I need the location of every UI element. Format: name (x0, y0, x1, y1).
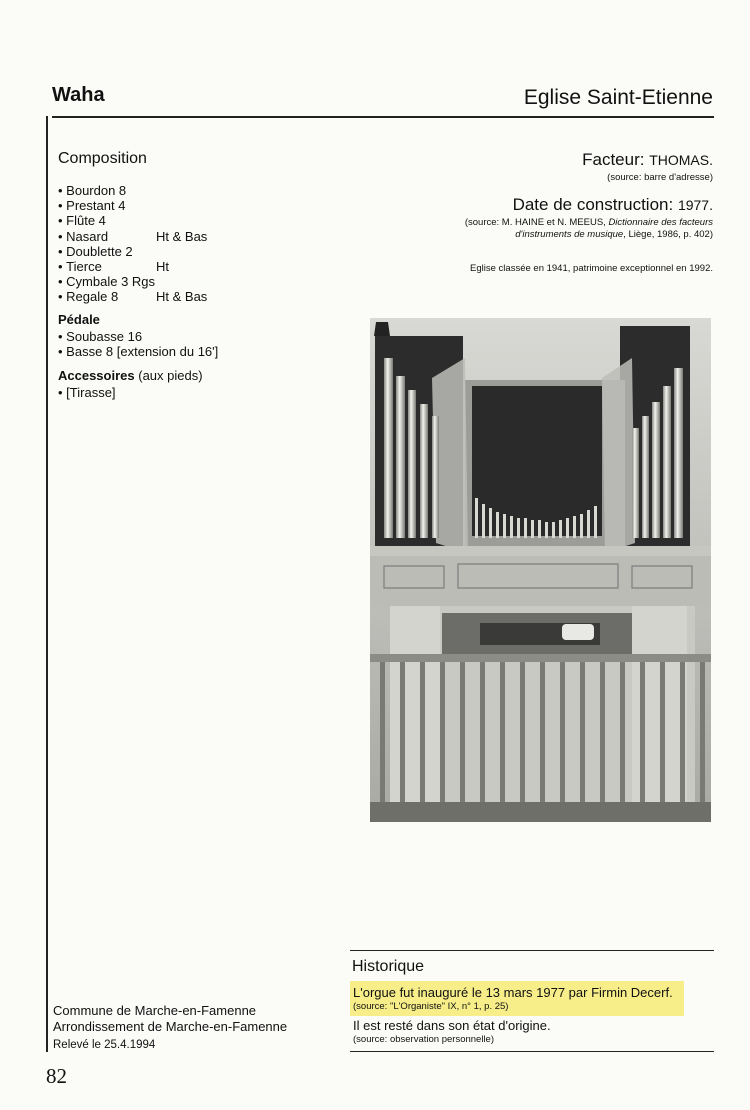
stop-name: [Tirasse] (66, 385, 116, 400)
place-name: Waha (52, 84, 105, 106)
builder-line (582, 150, 713, 170)
date-source (465, 217, 713, 241)
organ-photo (370, 318, 711, 822)
accessories-note: (aux pieds) (138, 368, 203, 383)
stop-name: Cymbale 3 Rgs (66, 274, 156, 290)
survey-date: Relevé le 25.4.1994 (53, 1039, 156, 1051)
stop-division: Ht (156, 258, 169, 274)
stop-item: • Regale 8 Ht & Bas (58, 289, 208, 305)
stop-name: Nasard (66, 228, 109, 244)
stop-name: Tierce (66, 258, 102, 274)
stop-division: Ht & Bas (156, 228, 208, 244)
historique-line-1-source: (source: "L'Organiste" IX, n° 1, p. 25) (353, 1001, 509, 1012)
stop-name: Regale 8 (66, 289, 119, 305)
accessories-title-text: Accessoires (58, 368, 135, 383)
date-source-pre: (source: M. HAINE et N. MEEUS, (464, 217, 609, 228)
historique-bottom-rule (350, 1051, 714, 1052)
page-number: 82 (46, 1064, 67, 1088)
historique-title: Historique (352, 958, 425, 975)
stop-item: • Tierce Ht (58, 258, 169, 274)
stop-name: Flûte 4 (66, 213, 106, 229)
header-rule (52, 116, 714, 118)
stop-name: Doublette 2 (66, 243, 133, 259)
stop-item: • Cymbale 3 Rgs (58, 274, 156, 290)
stop-item: • Bourdon 8 (58, 183, 127, 198)
builder-value: THOMAS. (649, 152, 713, 168)
date-value: 1977. (677, 197, 713, 213)
date-line (513, 195, 713, 215)
pedal-stop-list (58, 329, 218, 359)
accessories-title (58, 368, 203, 383)
pedal-title: Pédale (58, 312, 100, 327)
historique-line-1: L'orgue fut inauguré le 13 mars 1977 par Firmin Decerf. (353, 985, 673, 1000)
date-source-title-2: d'instruments de musique (515, 229, 624, 240)
stop-item: • [Tirasse] (58, 385, 116, 400)
accessories-list (58, 385, 116, 400)
stop-item: • Flûte 4 (58, 213, 106, 229)
date-source-post: , Liège, 1986, p. 402) (623, 229, 713, 240)
date-source-title-1: Dictionnaire des facteurs (608, 217, 713, 228)
builder-label: Facteur: (582, 150, 645, 169)
historique-top-rule (350, 950, 714, 951)
arrondissement: Arrondissement de Marche-en-Famenne (53, 1019, 288, 1034)
stop-item: • Basse 8 [extension du 16'] (58, 344, 219, 360)
builder-source: (source: barre d'adresse) (607, 172, 713, 183)
stop-item: • Doublette 2 (58, 243, 133, 259)
stop-item: • Soubasse 16 (58, 329, 143, 344)
stop-division: Ht & Bas (156, 289, 208, 305)
stop-name: Soubasse 16 (66, 329, 143, 344)
stop-name: Bourdon 8 (66, 183, 127, 198)
stop-name: Prestant 4 (66, 198, 126, 214)
historique-line-2: Il est resté dans son état d'origine. (353, 1018, 551, 1033)
stop-item: • Nasard Ht & Bas (58, 228, 208, 244)
date-label: Date de construction: (512, 195, 674, 214)
classification-note: Eglise classée en 1941, patrimoine exceptionnel en 1992. (470, 263, 713, 274)
commune: Commune de Marche-en-Famenne (53, 1003, 257, 1018)
church-name: Eglise Saint-Etienne (523, 86, 713, 109)
composition-title: Composition (58, 150, 147, 167)
historique-line-2-source: (source: observation personnelle) (353, 1034, 494, 1045)
stop-name: Basse 8 [extension du 16'] (66, 344, 219, 360)
stop-item: • Prestant 4 (58, 198, 126, 214)
manual-stop-list (58, 183, 208, 305)
left-margin-rule (46, 116, 48, 1052)
